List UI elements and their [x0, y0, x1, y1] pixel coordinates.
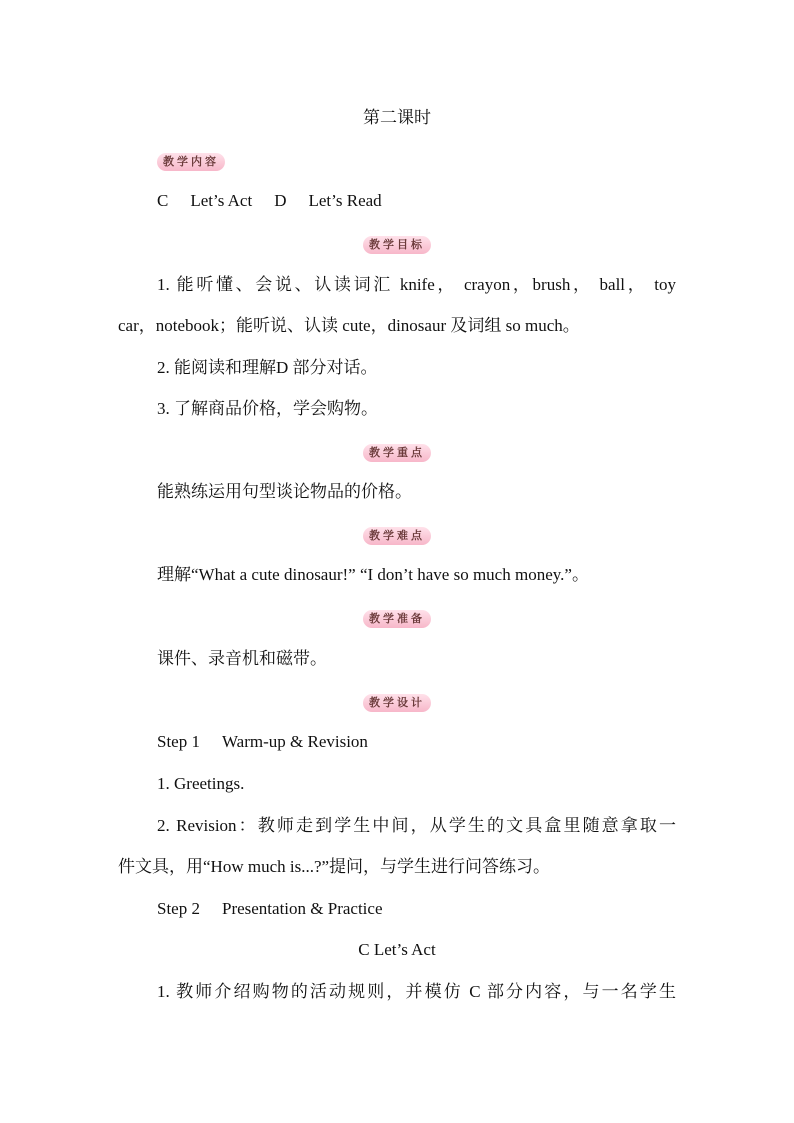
section-tag-key [0, 441, 794, 461]
difficulty-text: 理解“What a cute dinosaur!” “I don’t have so much money.”。 [157, 565, 589, 584]
preparation-text: 课件、录音机和磁带。 [157, 649, 327, 668]
part-c-letter: C [157, 191, 169, 210]
part-c-title: Let’s Act [190, 191, 253, 210]
section-tag-goals [0, 233, 794, 253]
goal-1-line-1: 1. 能听懂、会说、认读词汇 knife， crayon，brush， ball， toy [157, 275, 676, 294]
step-2-label: Step 2 [157, 899, 200, 918]
goal-1-line-2: car，notebook；能听说、认读 cute，dinosaur 及词组 so much。 [118, 316, 580, 335]
section-tag-prep [0, 607, 794, 627]
goal-2: 2. 能阅读和理解D 部分对话。 [157, 358, 378, 377]
step-1-heading [157, 731, 676, 753]
goal-3: 3. 了解商品价格，学会购物。 [157, 399, 378, 418]
section-tag-design-label: 教学设计 [363, 694, 431, 712]
section-tag-content [157, 150, 225, 170]
section-tag-key-label: 教学重点 [363, 444, 431, 462]
content-line [157, 190, 676, 212]
step-2-item-1-line-1: 1. 教师介绍购物的活动规则，并模仿 C 部分内容，与一名学生 [157, 982, 676, 1001]
part-d-title: Let’s Read [308, 191, 382, 210]
step-1-title: Warm-up & Revision [221, 732, 368, 751]
section-tag-goals-label: 教学目标 [363, 236, 431, 254]
section-tag-content-label: 教学内容 [157, 153, 225, 171]
section-tag-prep-label: 教学准备 [363, 610, 431, 628]
step-2-heading [157, 898, 676, 920]
section-tag-difficulty [0, 524, 794, 544]
step-1-item-2-line-1: 2. Revision：教师走到学生中间，从学生的文具盒里随意拿取一 [157, 816, 676, 835]
step-2-title: Presentation & Practice [221, 899, 383, 918]
step-1-item-2-line-2: 件文具，用“How much is...?”提问，与学生进行问答练习。 [118, 857, 551, 876]
subheading-c-lets-act: C Let’s Act [358, 940, 436, 959]
step-1-label: Step 1 [157, 732, 200, 751]
step-1-item-1: 1. Greetings. [157, 774, 245, 793]
lesson-title: 第二课时 [363, 108, 431, 127]
key-point: 能熟练运用句型谈论物品的价格。 [157, 482, 412, 501]
part-d-letter: D [274, 191, 287, 210]
section-tag-design [0, 691, 794, 711]
section-tag-difficulty-label: 教学难点 [363, 527, 431, 545]
